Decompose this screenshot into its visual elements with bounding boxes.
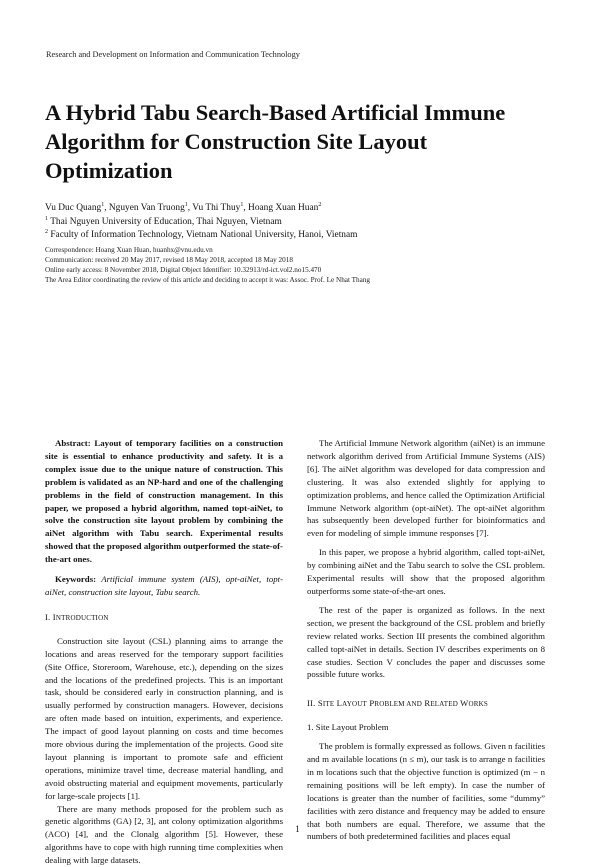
correspondence: Correspondence: Hoang Xuan Huan, huanhx@vnu.edu.vn (45, 246, 213, 254)
journal-header: Research and Development on Information and Communication Technology (46, 50, 300, 59)
organization-paragraph: The rest of the paper is organized as follows. In the next section, we present the background of the CSL problem and briefly review related works. Section III presents the combined algorithm called topt-aiNet in details. Section IV describes experiments on 8 case studies. Section V concludes the paper and discusses some possible future works. (307, 604, 545, 680)
aiNet-paragraph: The Artificial Immune Network algorithm (aiNet) is an immune network algorithm derived from Artificial Immune Systems (AIS) [6]. The aiNet algorithm was developed for data compression and clustering. It was also extended slightly for applying to optimization problems, and hence called the Optimization Artificial Immune Network algorithm (opt-aiNet). The opt-aiNet algorithm has subsequently been developed further for bioinformatics and even for modeling of simple immune responses [7]. (307, 438, 545, 539)
proposal-paragraph: In this paper, we propose a hybrid algorithm, called topt-aiNet, by combining aiNet and the Tabu search to solve the CSL problem. Experimental results will show that the proposed algorithm outperforms some state-of-the-art ones. (307, 547, 545, 596)
intro-paragraph-1: Construction site layout (CSL) planning aims to arrange the locations and areas reserved for the temporary support facilities (Site Office, Storeroom, Warehouse, etc.), depending on the sizes and the locations of the predefined projects. This is an important task, should be considered early in construction planning, and is usually performed by construction managers. However, decisions are often made based on intuition, experiments, and experience. The impact of good layout planning on costs and time becomes more obvious during the implementation of the projects. Good site layout planning is important to promote safe and efficient operations, minimize travel time, decrease material handling, and avoid obstructing material and equipment movements, particularly for large-scale projects [1]. (45, 635, 283, 801)
affiliation-1: $^1$ Thai Nguyen University of Education, Thai Nguyen, Vietnam (45, 215, 282, 227)
paper-title: A Hybrid Tabu Search-Based Artificial Immune Algorithm for Construction Site Layout Optimization (45, 100, 506, 183)
left-column (45, 437, 283, 867)
keywords: Keywords: Artificial immune system (AIS), opt-aiNet, topt-aiNet, construction site layout, Tabu search. (45, 574, 283, 597)
problem-paragraph: The problem is formally expressed as follows. Given n facilities and m available locations (n ≤ m), our task is to arrange n facilities in m locations such that the objective function is optimized (m − n remaining positions will be left empty). In case the number of locations is greater than the number of facilities, some “dummy” facilities with zero distance and frequency may be added to ensure that both numbers are equal. Therefore, we assume that the numbers of both predetermined facilities and places equal (307, 741, 545, 842)
abstract: Abstract: Layout of temporary facilities on a construction site is essential to enhance productivity and safety. It is a complex issue due to the unique nature of construction. This problem is validated as an NP-hard and one of the challenging problems in the field of construction management. In this paper, we proposed a hybrid algorithm, named topt-aiNet, to solve the construction site layout problem by combining the aiNet algorithm with Tabu search. Experimental results showed that the proposed algorithm outperformed the state-of-the-art ones. (45, 438, 283, 565)
author-list: Vu Duc Quang$^1$, Nguyen Van Truong$^1$, Vu Thi Thuy$^1$, Hoang Xuan Huan$^2$ (45, 201, 322, 213)
right-column (307, 437, 545, 843)
author-1: Vu Duc Quang (45, 203, 102, 213)
subsection-heading: 1. Site Layout Problem (307, 722, 389, 733)
online-access: Online early access: 8 November 2018, Digital Object Identifier: 10.32913/rd-ict.vol2.no15.470 (45, 266, 322, 274)
author-4: , Hoang Xuan Huan (243, 203, 319, 213)
author-2: , Nguyen Van Truong (104, 203, 185, 213)
section-heading-site-layout: II. SITE LAYOUT PROBLEM AND RELATED WORKS (307, 698, 488, 709)
intro-paragraph-2: There are many methods proposed for the problem such as genetic algorithms (GA) [2, 3], ant colony optimization algorithms (ACO) [4], and the Clonalg algorithm [5]. However, these algorithms have to cope with high running time complexities when dealing with large datasets. (45, 803, 283, 866)
editor-note: The Area Editor coordinating the review of this article and deciding to accept it was: Assoc. Prof. Le Nhat Thang (45, 276, 371, 284)
section-heading-introduction: I. INTRODUCTION (45, 611, 109, 622)
affiliation-2: $^2$ Faculty of Information Technology, Vietnam National University, Hanoi, Vietnam (45, 228, 358, 240)
page-number: 1 (295, 824, 300, 834)
communication-dates: Communication: received 20 May 2017, revised 18 May 2018, accepted 18 May 2018 (45, 256, 293, 264)
author-3: , Vu Thi Thuy (187, 203, 241, 213)
